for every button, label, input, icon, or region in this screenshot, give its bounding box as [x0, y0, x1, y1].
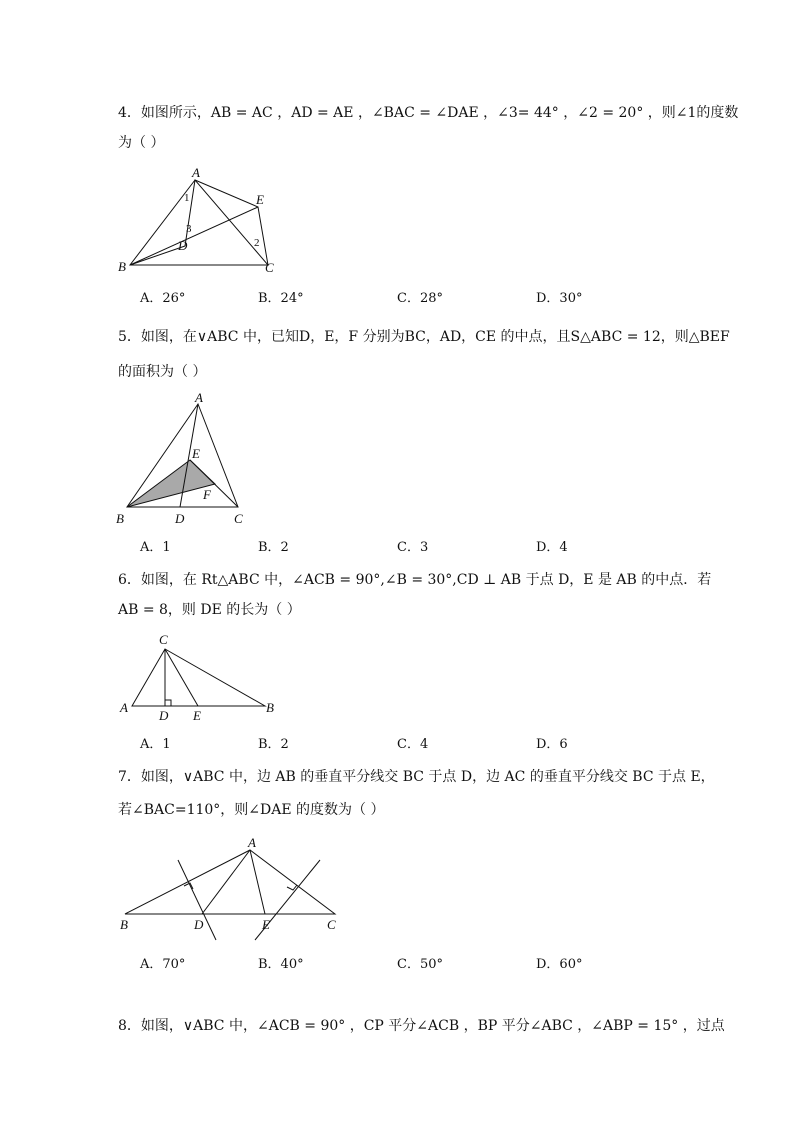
q6-triangle-abc [132, 649, 265, 706]
q7-label-d: D [194, 917, 204, 932]
q5-label-d: D [175, 511, 185, 526]
q7-label-e: E [262, 917, 270, 932]
q7-label-b: B [120, 917, 128, 932]
q8-stem-line1: 8．如图，∨ABC 中，∠ACB = 90° ，CP 平分∠ACB ，BP 平分∠ABC ，∠ABP = 15° ，过点 [118, 1018, 725, 1034]
q6-label-c: C [159, 632, 168, 647]
q5-label-b: B [116, 511, 124, 526]
q4-option-b[interactable]: B．24° [258, 291, 304, 306]
q5-option-d[interactable]: D．4 [536, 540, 568, 555]
q5-figure [110, 390, 260, 530]
q7-triangle-abc [125, 850, 335, 914]
q5-shaded-triangle-bef [127, 460, 215, 507]
q7-segment-ad [202, 850, 250, 914]
q6-option-d[interactable]: D．6 [536, 737, 568, 752]
q4-triangle-abc [130, 180, 268, 265]
q7-option-a[interactable]: A．70° [140, 957, 186, 972]
q4-label-d: D [178, 238, 188, 253]
q4-stem-line1: 4．如图所示，AB = AC ，AD = AE ，∠BAC = ∠DAE ，∠3= 44° ，∠2 = 20° ，则∠1的度数 [118, 105, 739, 121]
q4-option-c[interactable]: C．28° [397, 291, 443, 306]
q6-label-a: A [120, 700, 128, 715]
q7-stem-line1: 7．如图，∨ABC 中，边 AB 的垂直平分线交 BC 于点 D，边 AC 的垂直平分线交 BC 于点 E， [118, 769, 715, 785]
q4-segment-bd [130, 246, 185, 265]
q4-stem-line2: 为（ ） [118, 135, 165, 151]
q5-stem-line2: 的面积为（ ） [118, 364, 207, 380]
q4-label-angle2: 2 [254, 237, 260, 249]
q6-segment-ce [165, 649, 198, 706]
q7-option-d[interactable]: D．60° [536, 957, 583, 972]
q6-figure [110, 630, 290, 725]
q5-stem-line1: 5．如图，在∨ABC 中，已知D，E，F 分别为BC，AD，CE 的中点，且S△ABC = 12，则△BEF [118, 329, 730, 345]
q5-option-b[interactable]: B．2 [258, 540, 289, 555]
q6-stem-line2: AB = 8，则 DE 的长为（ ） [118, 602, 301, 618]
q4-option-d[interactable]: D．30° [536, 291, 583, 306]
q6-right-angle-mark [165, 700, 171, 706]
q6-stem-line1: 6．如图，在 Rt△ABC 中，∠ACB = 90°,∠B = 30°,CD ⊥ AB 于点 D，E 是 AB 的中点．若 [118, 572, 712, 588]
q5-option-a[interactable]: A．1 [140, 540, 171, 555]
q6-option-b[interactable]: B．2 [258, 737, 289, 752]
q4-figure [110, 160, 310, 280]
q4-label-c: C [265, 260, 274, 275]
q4-label-b: B [118, 259, 126, 274]
q7-option-b[interactable]: B．40° [258, 957, 304, 972]
q7-option-c[interactable]: C．50° [397, 957, 443, 972]
q7-right-angle-mark-ac [287, 885, 297, 890]
q4-option-a[interactable]: A．26° [140, 291, 186, 306]
q5-label-f: F [203, 487, 211, 502]
q6-label-d: D [159, 708, 169, 723]
q5-option-c[interactable]: C．3 [397, 540, 429, 555]
q7-figure [110, 830, 350, 945]
q5-label-e: E [192, 446, 200, 461]
q7-label-c: C [327, 917, 336, 932]
q5-label-c: C [234, 511, 243, 526]
q7-label-a: A [248, 835, 256, 850]
q4-label-angle3: 3 [186, 223, 192, 235]
q4-label-angle1: 1 [184, 192, 190, 204]
q4-label-a: A [192, 165, 200, 180]
q7-stem-line2: 若∠BAC=110°，则∠DAE 的度数为（ ） [118, 802, 385, 818]
q5-label-a: A [195, 390, 203, 405]
q6-option-c[interactable]: C．4 [397, 737, 429, 752]
q4-segment-be [130, 207, 258, 265]
q6-label-e: E [193, 708, 201, 723]
q6-option-a[interactable]: A．1 [140, 737, 171, 752]
q6-label-b: B [266, 700, 274, 715]
q4-label-e: E [256, 192, 264, 207]
